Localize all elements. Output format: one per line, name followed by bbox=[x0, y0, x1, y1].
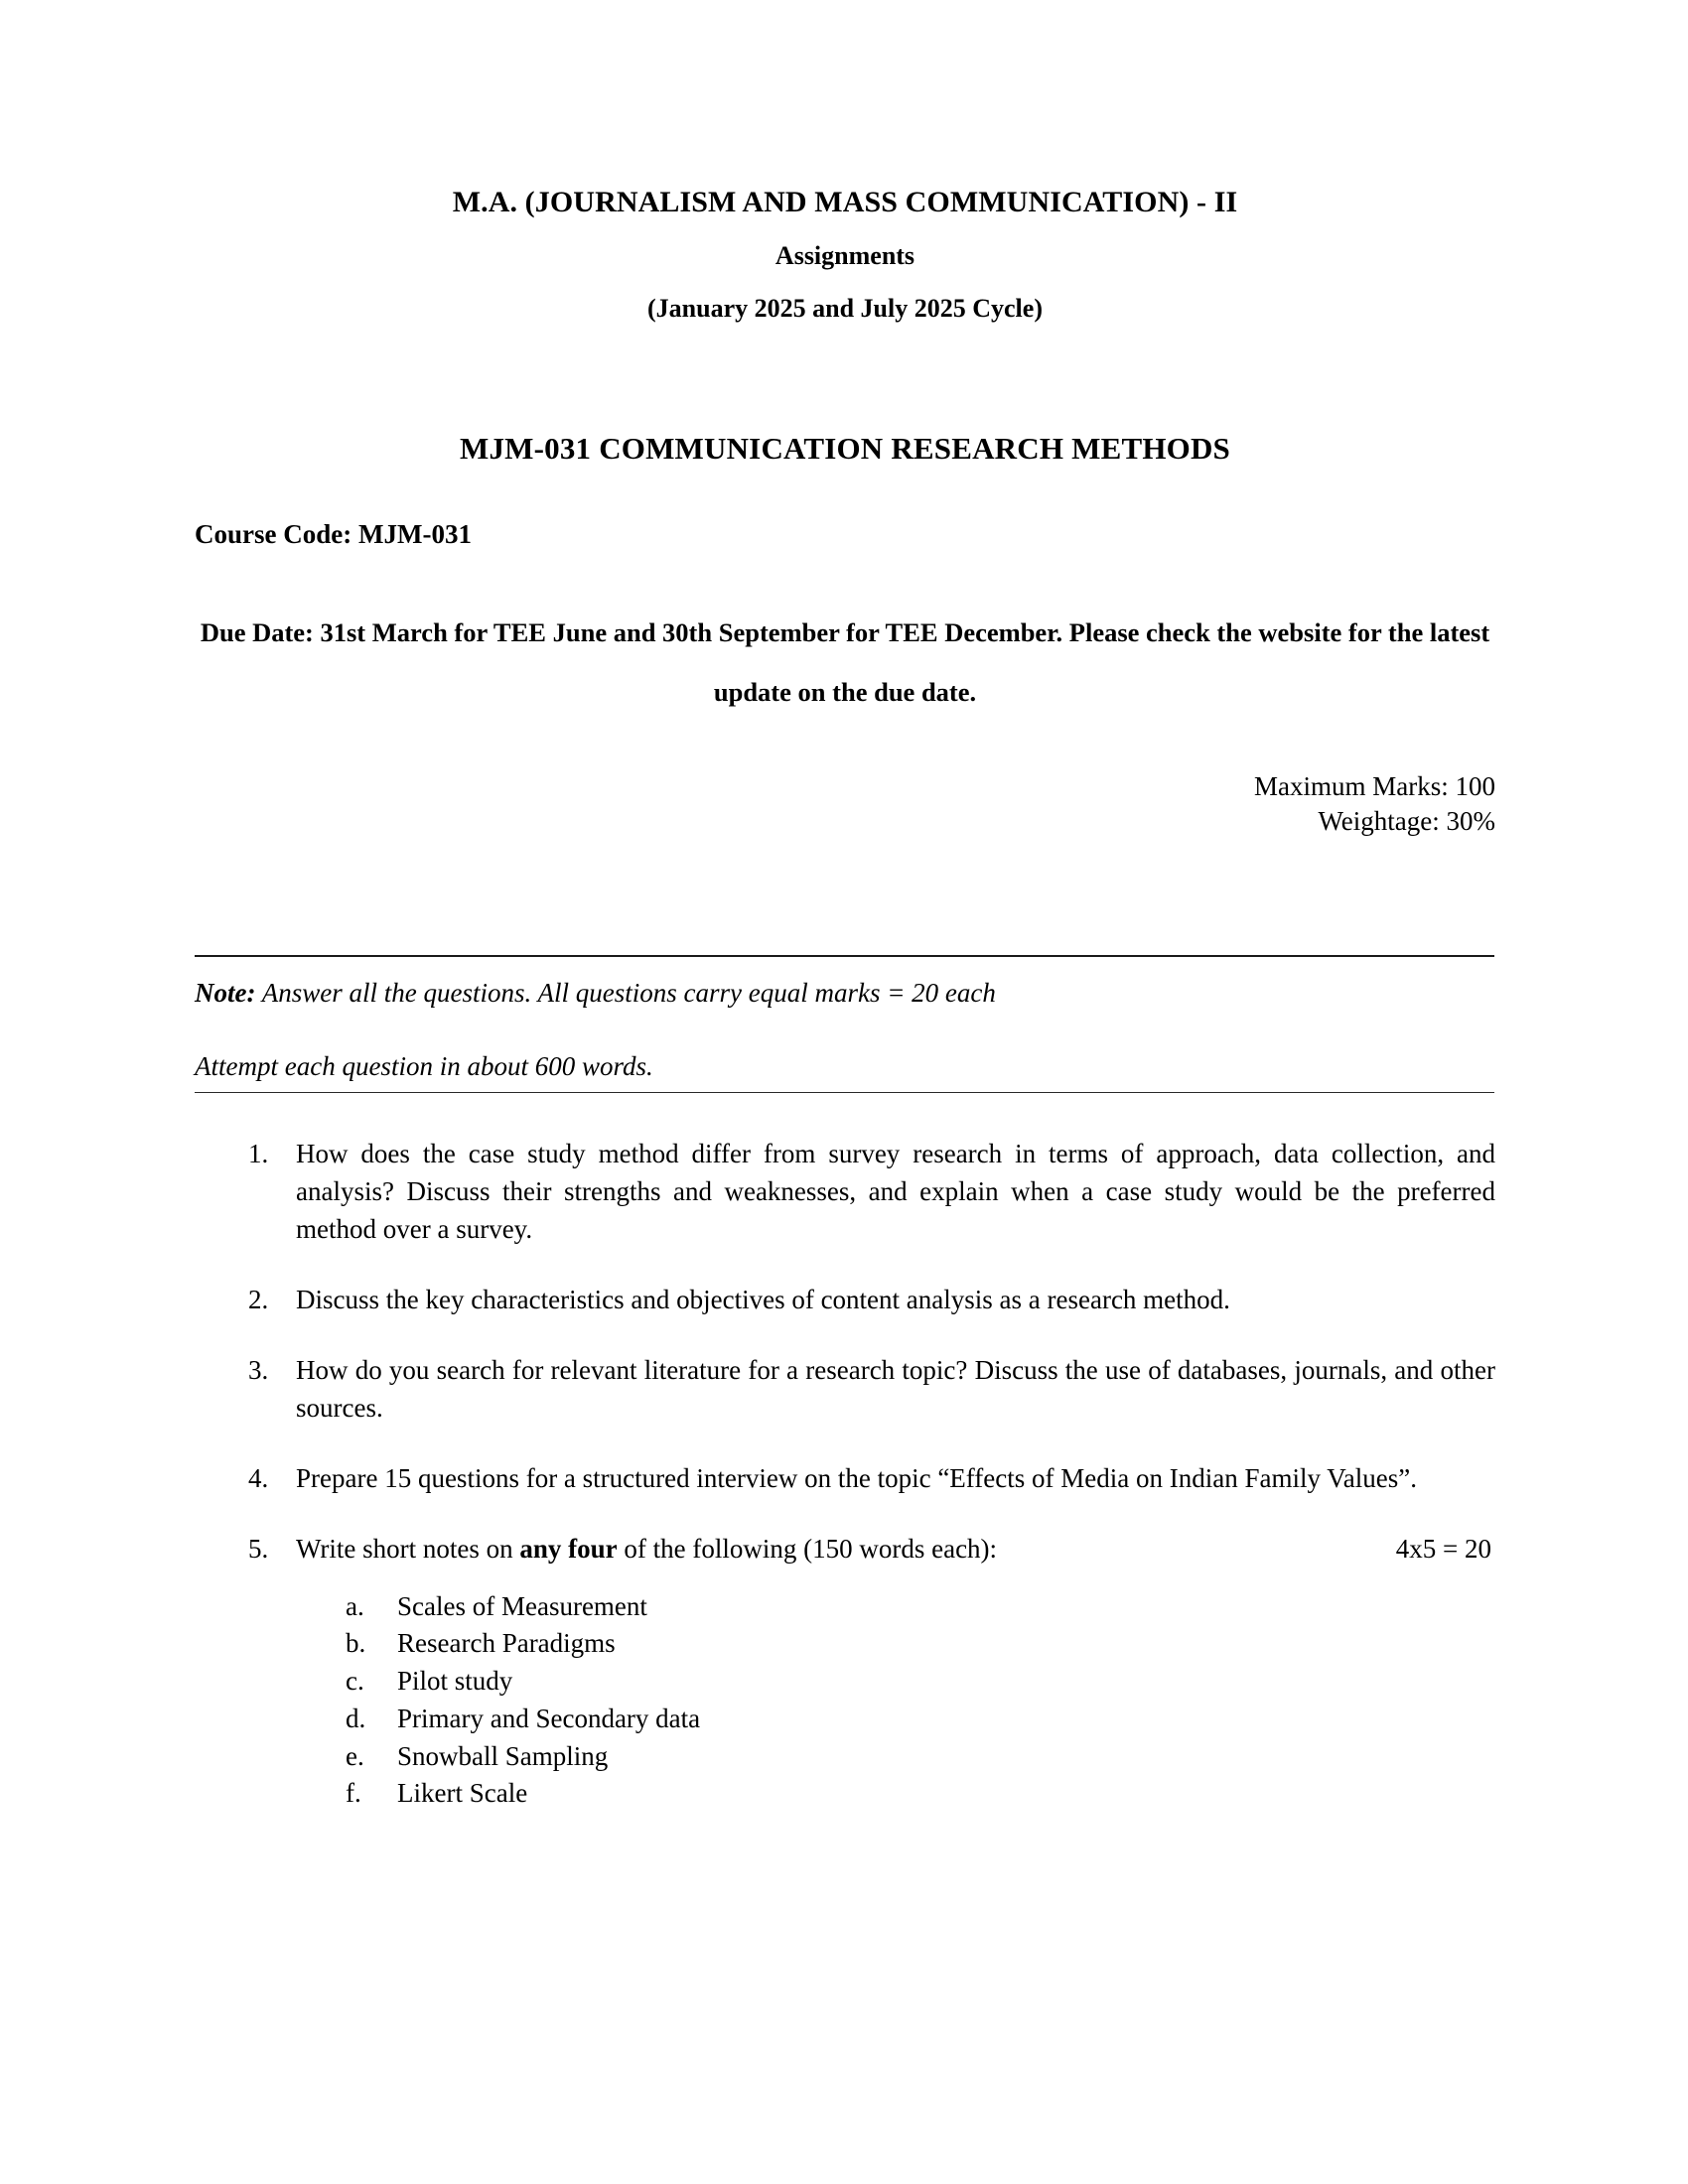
question-5-sub-list bbox=[296, 1588, 1495, 1814]
sub-item bbox=[346, 1663, 1495, 1701]
sub-item-letter: d. bbox=[346, 1703, 366, 1733]
sub-item-label: Primary and Secondary data bbox=[397, 1703, 701, 1733]
question-text: How does the case study method differ from survey research in terms of approach, data collection, and analysis? Discuss their strengths and weaknesses, and explain when a case study would be the preferred method over a survey. bbox=[296, 1139, 1495, 1245]
question-number: 3. bbox=[248, 1355, 269, 1386]
sub-item-letter: e. bbox=[346, 1740, 364, 1771]
note-secondary-line: Attempt each question in about 600 words. bbox=[195, 1050, 653, 1081]
note-section bbox=[195, 955, 1494, 1093]
sub-item-label: Scales of Measurement bbox=[397, 1590, 647, 1621]
question-text-prefix: Write short notes on bbox=[296, 1534, 520, 1565]
sub-item bbox=[346, 1775, 1495, 1813]
sub-item-letter: b. bbox=[346, 1628, 366, 1659]
question-number: 1. bbox=[248, 1139, 269, 1168]
question-text: Discuss the key characteristics and objectives of content analysis as a research method. bbox=[296, 1285, 1230, 1315]
question-number: 2. bbox=[248, 1285, 269, 1315]
course-code-label: Course Code: MJM-031 bbox=[195, 519, 472, 549]
sub-item-letter: a. bbox=[346, 1590, 364, 1621]
document-type-subtitle: Assignments bbox=[774, 241, 915, 271]
question-item-3 bbox=[195, 1351, 1495, 1427]
course-title-heading: MJM-031 COMMUNICATION RESEARCH METHODS bbox=[460, 431, 1230, 466]
question-item-2 bbox=[195, 1281, 1495, 1318]
note-bottom-divider bbox=[195, 1092, 1494, 1093]
marks-weightage-block bbox=[894, 769, 1495, 839]
assignment-cycle: (January 2025 and July 2025 Cycle) bbox=[647, 294, 1043, 324]
sub-item bbox=[346, 1625, 1495, 1663]
note-label: Note: bbox=[195, 978, 256, 1008]
note-text: Answer all the questions. All questions carry equal marks = 20 each bbox=[255, 978, 996, 1008]
sub-item-label: Likert Scale bbox=[397, 1778, 528, 1809]
sub-item-label: Research Paradigms bbox=[397, 1628, 616, 1659]
due-date-paragraph: Due Date: 31st March for TEE June and 30th September for TEE December. Please check the website for the latest update on the due date. bbox=[200, 617, 1490, 707]
sub-item-letter: c. bbox=[346, 1666, 364, 1697]
questions-list bbox=[195, 1135, 1495, 1845]
sub-item bbox=[346, 1738, 1495, 1776]
question-text: How do you search for relevant literature for a research topic? Discuss the use of databases, journals, and other sources. bbox=[296, 1355, 1495, 1424]
document-header bbox=[195, 185, 1495, 325]
sub-item bbox=[346, 1701, 1495, 1738]
question-number: 4. bbox=[248, 1463, 269, 1494]
sub-item-label: Pilot study bbox=[397, 1666, 513, 1697]
question-item-4 bbox=[195, 1459, 1495, 1497]
question-item-5 bbox=[195, 1530, 1495, 1813]
question-text bbox=[296, 1530, 997, 1568]
programme-title: M.A. (JOURNALISM AND MASS COMMUNICATION) - II bbox=[452, 186, 1238, 218]
sub-item-letter: f. bbox=[346, 1778, 361, 1809]
question-emphasis: any four bbox=[519, 1534, 618, 1565]
question-marks-allocation: 4x5 = 20 bbox=[1395, 1534, 1491, 1565]
question-5-header bbox=[296, 1530, 1495, 1568]
question-number: 5. bbox=[248, 1534, 269, 1565]
sub-item bbox=[346, 1588, 1495, 1626]
question-text: Prepare 15 questions for a structured interview on the topic “Effects of Media on Indian Family Values”. bbox=[296, 1463, 1417, 1494]
question-item-1 bbox=[195, 1135, 1495, 1248]
weightage-label: Weightage: 30% bbox=[1318, 806, 1495, 837]
maximum-marks-label: Maximum Marks: 100 bbox=[1254, 771, 1495, 801]
question-text-suffix: of the following (150 words each): bbox=[617, 1534, 998, 1565]
sub-item-label: Snowball Sampling bbox=[397, 1740, 609, 1771]
note-primary-line bbox=[195, 957, 1494, 1011]
